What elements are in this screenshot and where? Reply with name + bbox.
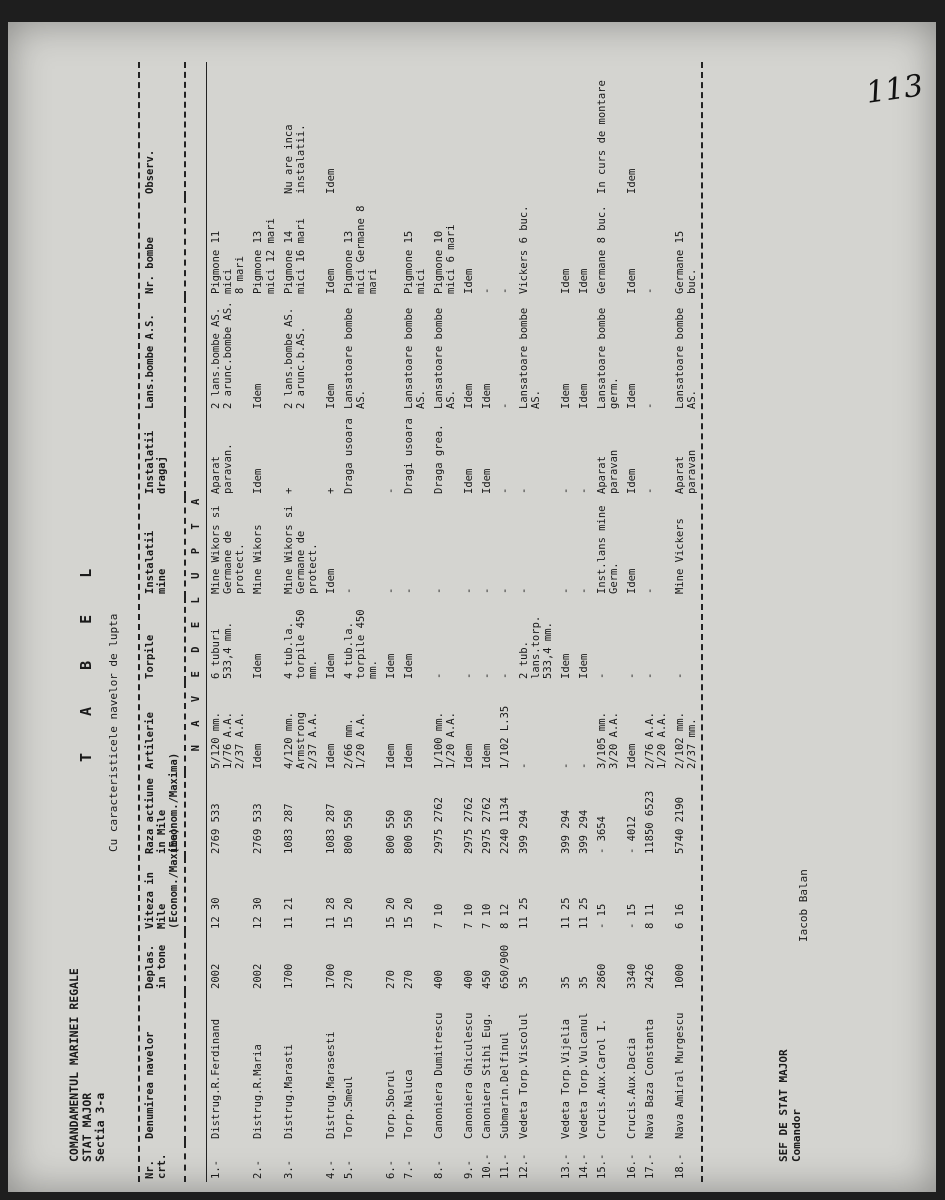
cell-nr: 14.- <box>577 1153 590 1179</box>
cell-speed: 11 25 <box>517 897 530 929</box>
cell-range: 2975 2762 <box>481 797 494 854</box>
cell-nr: 12.- <box>517 1153 530 1179</box>
cell-bombs: Pigmone 15 mici <box>403 230 428 294</box>
cell-obs <box>400 62 430 197</box>
cell-mines: Inst.lans mine Germ. <box>595 505 620 594</box>
cell-depl: 270 <box>403 970 416 989</box>
cell-art: 5/120 mm. 1/76 A.A. 2/37 A.A. <box>210 712 247 769</box>
table-row <box>280 62 322 1182</box>
rotated-table-page <box>68 62 828 1182</box>
cell-art: 2/102 mm. 2/37 mm. <box>674 712 699 769</box>
table-row <box>496 62 514 1182</box>
cell-range: 2975 2762 <box>463 797 476 854</box>
table-row <box>400 62 430 1182</box>
cell-range: 5740 2190 <box>674 797 687 854</box>
table-header-row <box>140 62 185 1182</box>
cell-drag: - <box>517 487 530 494</box>
cell-nr: 4.- <box>324 1160 337 1179</box>
table-row <box>340 62 382 1182</box>
cell-range: - 4012 <box>625 816 638 854</box>
cell-mines: - <box>499 587 512 594</box>
institution-line: STAT MAJOR <box>80 1092 95 1162</box>
cell-speed: 7 10 <box>481 903 494 929</box>
cell-bombs: Idem <box>625 268 638 294</box>
table-row <box>249 62 279 1182</box>
cell-depl: 400 <box>463 970 476 989</box>
cell-lans: 2 lans.bombe AS. 2 arunc.bombe AS. <box>210 301 235 409</box>
cell-obs <box>207 62 250 197</box>
cell-obs <box>671 62 701 197</box>
table-row <box>460 62 478 1182</box>
cell-mines: - <box>559 587 572 594</box>
cell-name: Distrug.Marasti <box>282 1044 295 1139</box>
column-header: Torpile <box>140 597 185 682</box>
cell-range: - 3654 <box>595 816 608 854</box>
cell-lans: Idem <box>559 383 572 409</box>
cell-depl: 3340 <box>625 963 638 989</box>
cell-range: 399 294 <box>577 809 590 854</box>
cell-torp: Idem <box>559 653 572 679</box>
cell-depl: 450 <box>481 970 494 989</box>
cell-art: 1/102 L.35 <box>499 705 512 769</box>
table-row <box>623 62 641 1182</box>
cell-lans: Lansatoare bombe AS. <box>433 307 458 409</box>
cell-range: 11850 6523 <box>644 790 656 854</box>
cell-lans <box>382 297 400 412</box>
cell-bombs: Germane 8 buc. <box>595 205 608 294</box>
column-header: Instalatii dragaj <box>140 412 185 497</box>
cell-mines: - <box>342 587 355 594</box>
cell-bombs: - <box>644 287 656 294</box>
cell-depl: 270 <box>385 970 397 989</box>
cell-art: 3/105 mm. 3/20 A.A. <box>595 712 620 769</box>
cell-drag: - <box>499 487 512 494</box>
cell-bombs: - <box>499 287 512 294</box>
cell-obs: Nu are inca instalatii. <box>282 124 307 194</box>
cell-depl: 2002 <box>252 963 265 989</box>
table-row <box>207 62 250 1182</box>
cell-torp: - <box>481 672 494 679</box>
cell-speed: 7 10 <box>463 903 476 929</box>
cell-nr: 10.- <box>481 1153 494 1179</box>
cell-bombs: Pigmone 13 mici Germane 8 mari <box>342 205 379 294</box>
cell-obs <box>575 62 593 197</box>
cell-torp: - <box>625 672 638 679</box>
cell-nr: 17.- <box>644 1153 656 1179</box>
cell-bombs: Vickers 6 buc. <box>517 205 530 294</box>
cell-art: Idem <box>481 743 494 769</box>
cell-bombs: Pigmone 11 mici 8 mari <box>210 230 247 294</box>
cell-drag: Draga usoara <box>342 418 355 494</box>
institution-line: Sectia 3-a <box>93 1092 108 1162</box>
column-header: Lans.bombe A.S. <box>140 297 185 412</box>
cell-art: - <box>577 762 590 769</box>
cell-name: Nava Amiral Murgescu <box>674 1012 687 1139</box>
signatory-role: SEF DE STAT MAJOR <box>777 1049 790 1162</box>
table-row <box>382 62 400 1182</box>
cell-range: 2769 533 <box>252 803 265 854</box>
table-row <box>575 62 593 1182</box>
cell-obs <box>515 62 557 197</box>
cell-art: Idem <box>625 743 638 769</box>
column-header: Raza actiune in Mile (Econom./Maxima) <box>140 772 185 857</box>
table-row <box>671 62 701 1182</box>
cell-torp: - <box>433 672 446 679</box>
cell-nr: 13.- <box>559 1153 572 1179</box>
cell-name: Torp.Smeul <box>342 1075 355 1139</box>
cell-nr: 15.- <box>595 1153 608 1179</box>
column-header: Observ. <box>140 62 185 197</box>
cell-obs <box>641 62 671 197</box>
cell-obs <box>557 62 575 197</box>
cell-mines: - <box>577 587 590 594</box>
cell-depl: 35 <box>517 976 530 989</box>
cell-mines: Mine Wikors <box>252 524 265 594</box>
cell-nr: 16.- <box>625 1153 638 1179</box>
cell-mines: Idem <box>324 568 337 594</box>
cell-torp: Idem <box>252 653 265 679</box>
cell-obs <box>249 62 279 197</box>
column-header: Nr. bombe <box>140 197 185 297</box>
cell-drag: Aparat paravan. <box>210 443 235 494</box>
table-row <box>515 62 557 1182</box>
cell-drag: - <box>644 487 656 494</box>
cell-bombs: - <box>481 287 494 294</box>
cell-torp: Idem <box>577 653 590 679</box>
section-row <box>185 62 207 1182</box>
cell-art: - <box>559 762 572 769</box>
cell-range: 800 550 <box>385 809 397 854</box>
cell-nr: 7.- <box>403 1160 416 1179</box>
cell-lans: Lansatoare bombe AS. <box>403 307 428 409</box>
cell-name: Nava Baza Constanta <box>644 1018 656 1139</box>
cell-art: 1/100 mm. 1/20 A.A. <box>433 712 458 769</box>
cell-mines: - <box>644 587 656 594</box>
cell-depl: 2426 <box>644 963 656 989</box>
table-row <box>557 62 575 1182</box>
cell-drag: - <box>385 487 397 494</box>
cell-art: Idem <box>385 743 397 769</box>
cell-bombs: Germane 15 buc. <box>674 230 699 294</box>
cell-range: 2240 1134 <box>499 797 512 854</box>
cell-bombs: Pigmone 10 mici 6 mari <box>433 224 458 294</box>
cell-drag: - <box>559 487 572 494</box>
cell-speed: 8 12 <box>499 903 512 929</box>
signatory-rank: Comandor <box>789 1109 803 1162</box>
cell-lans: Lansatoare bombe germ. <box>595 307 620 409</box>
cell-drag: Idem <box>625 468 638 494</box>
cell-speed: - 15 <box>625 903 638 929</box>
cell-drag: Aparat paravan <box>595 449 620 494</box>
cell-lans: Idem <box>577 383 590 409</box>
cell-torp: 2 tub. lans.torp. 533,4 mm. <box>517 615 554 679</box>
cell-range: 1083 287 <box>282 803 295 854</box>
table-row <box>478 62 496 1182</box>
cell-name: Torp.Sborul <box>385 1069 397 1139</box>
cell-range: 1083 287 <box>324 803 337 854</box>
cell-name: Vedeta Torp.Viscolul <box>517 1012 530 1139</box>
cell-art: Idem <box>463 743 476 769</box>
cell-speed: 11 21 <box>282 897 295 929</box>
cell-lans: Lansatoare bombe AS. <box>517 307 542 409</box>
cell-depl: 35 <box>559 976 572 989</box>
cell-torp: - <box>463 672 476 679</box>
cell-drag: - <box>577 487 590 494</box>
cell-bombs: Idem <box>324 268 337 294</box>
cell-art: 4/120 mm. Armstrong 2/37 A.A. <box>282 712 319 769</box>
cell-depl: 1000 <box>674 963 687 989</box>
cell-name: Crucis.Aux.Carol I. <box>595 1018 608 1139</box>
cell-nr: 3.- <box>282 1160 295 1179</box>
cell-lans: Idem <box>625 383 638 409</box>
column-header: Artilerie <box>140 682 185 772</box>
cell-art: 2/76 A.A. 1/20 A.A. <box>644 712 669 769</box>
table-body <box>185 62 701 1182</box>
cell-depl: 650/900 <box>499 944 512 989</box>
cell-obs: Idem <box>625 168 638 194</box>
cell-range: 399 294 <box>559 809 572 854</box>
cell-mines: Mine Vickers <box>674 518 687 594</box>
cell-mines: Mine Wikors si Germane de protect. <box>282 505 319 594</box>
column-header: Instalatii mine <box>140 497 185 597</box>
cell-nr: 11.- <box>499 1153 512 1179</box>
cell-speed: 15 20 <box>403 897 416 929</box>
cell-name: Distrug.Marasesti <box>324 1031 337 1139</box>
cell-torp: Idem <box>324 653 337 679</box>
cell-drag: Idem <box>252 468 265 494</box>
signatory-name: Iacob Balan <box>797 869 810 942</box>
cell-lans: 2 lans.bombe AS. 2 arunc.b.AS. <box>282 307 307 409</box>
cell-lans: Lansatoare bombe AS. <box>674 307 699 409</box>
cell-depl: 1700 <box>324 963 337 989</box>
cell-depl: 400 <box>433 970 446 989</box>
cell-name: Distrug.R.Ferdinand <box>210 1018 223 1139</box>
cell-obs <box>478 62 496 197</box>
cell-nr: 2.- <box>252 1160 265 1179</box>
cell-depl: 35 <box>577 976 590 989</box>
cell-obs <box>430 62 460 197</box>
cell-speed: 11 28 <box>324 897 337 929</box>
cell-drag: Idem <box>463 468 476 494</box>
section-label: N A V E D E L U P T A <box>185 62 207 1182</box>
cell-speed: 15 20 <box>342 897 355 929</box>
cell-obs: In curs de montare <box>595 80 608 194</box>
cell-obs <box>496 62 514 197</box>
page-number: 113 <box>863 68 926 111</box>
cell-art: - <box>517 762 530 769</box>
cell-nr: 9.- <box>463 1160 476 1179</box>
ship-table <box>138 62 703 1182</box>
institution-header <box>68 902 108 1162</box>
cell-lans: Idem <box>463 383 476 409</box>
table-row <box>593 62 623 1182</box>
cell-torp: 6 tuburi 533,4 mm. <box>210 622 235 679</box>
cell-lans: Idem <box>252 383 265 409</box>
cell-drag: Idem <box>481 468 494 494</box>
cell-mines: - <box>385 587 397 594</box>
cell-nr: 8.- <box>433 1160 446 1179</box>
table-row <box>322 62 340 1182</box>
cell-name: Canoniera Dumitrescu <box>433 1012 446 1139</box>
cell-mines: Mine Wikors si Germane de protect. <box>210 505 247 594</box>
cell-art: Idem <box>403 743 416 769</box>
column-header: Deplas. in tone <box>140 932 185 992</box>
cell-speed: 11 25 <box>577 897 590 929</box>
document-sheet <box>8 22 936 1192</box>
cell-lans: Lansatoare bombe AS. <box>342 307 367 409</box>
cell-torp: 4 tub.la. torpile 450 mm. <box>282 609 319 679</box>
cell-obs <box>340 62 382 197</box>
cell-torp: Idem <box>403 653 416 679</box>
cell-lans: Idem <box>324 383 337 409</box>
cell-drag: + <box>282 487 295 494</box>
cell-torp: - <box>644 672 656 679</box>
cell-art: Idem <box>324 743 337 769</box>
table-row <box>430 62 460 1182</box>
cell-bombs: Pigmone 14 mici 16 mari <box>282 218 307 294</box>
cell-name: Canoniera Stihi Eug. <box>481 1012 494 1139</box>
cell-mines: - <box>403 587 416 594</box>
document-subtitle: Cu caracteristicele navelor de lupta <box>107 613 120 852</box>
cell-speed: - 15 <box>595 903 608 929</box>
cell-torp: - <box>674 672 687 679</box>
cell-drag: + <box>324 487 337 494</box>
cell-range: 2975 2762 <box>433 797 446 854</box>
cell-drag: Draga grea. <box>433 424 446 494</box>
cell-torp: - <box>595 672 608 679</box>
cell-mines: Idem <box>625 568 638 594</box>
cell-bombs: Idem <box>559 268 572 294</box>
cell-speed: 8 11 <box>644 903 656 929</box>
table-row <box>641 62 671 1182</box>
column-header: Nr. crt. <box>140 1142 185 1182</box>
cell-name: Distrug.R.Maria <box>252 1044 265 1139</box>
cell-name: Canoniera Ghiculescu <box>463 1012 476 1139</box>
cell-nr: 6.- <box>385 1160 397 1179</box>
signature-role <box>778 1049 803 1162</box>
cell-speed: 11 25 <box>559 897 572 929</box>
cell-nr: 5.- <box>342 1160 355 1179</box>
cell-speed: 12 30 <box>252 897 265 929</box>
column-header: Viteza in Mile (Econom./Maxima) <box>140 857 185 932</box>
column-header: Denumirea navelor <box>140 992 185 1142</box>
cell-torp: - <box>499 672 512 679</box>
cell-art: 2/66 mm. 1/20 A.A. <box>342 712 367 769</box>
cell-torp: Idem <box>385 653 397 679</box>
cell-range: 800 550 <box>403 809 416 854</box>
cell-name: Vedeta Torp.Vijelia <box>559 1018 572 1139</box>
cell-bombs: Pigmone 13 mici 12 mari <box>252 218 277 294</box>
cell-obs <box>382 62 400 197</box>
cell-nr: 1.- <box>210 1160 223 1179</box>
cell-mines: - <box>517 587 530 594</box>
cell-name: Crucis.Aux.Dacia <box>625 1037 638 1139</box>
cell-depl: 270 <box>342 970 355 989</box>
cell-mines: - <box>463 587 476 594</box>
cell-art: Idem <box>252 743 265 769</box>
cell-range: 800 550 <box>342 809 355 854</box>
cell-mines: - <box>433 587 446 594</box>
cell-obs: Idem <box>324 168 337 194</box>
cell-depl: 1700 <box>282 963 295 989</box>
cell-name: Torp.Naluca <box>403 1069 416 1139</box>
cell-lans: - <box>499 402 512 409</box>
cell-speed: 15 20 <box>385 897 397 929</box>
cell-depl: 2002 <box>210 963 223 989</box>
cell-lans: - <box>644 402 656 409</box>
cell-obs <box>460 62 478 197</box>
cell-bombs <box>382 197 400 297</box>
cell-drag: Dragi usoara <box>403 418 416 494</box>
cell-drag: Aparat paravan <box>674 449 699 494</box>
cell-lans: Idem <box>481 383 494 409</box>
cell-torp: 4 tub.la. torpile 450 mm. <box>342 609 379 679</box>
cell-mines: - <box>481 587 494 594</box>
cell-depl: 2860 <box>595 963 608 989</box>
cell-speed: 6 16 <box>674 903 687 929</box>
cell-bombs: Idem <box>463 268 476 294</box>
cell-bombs: Idem <box>577 268 590 294</box>
cell-range: 399 294 <box>517 809 530 854</box>
cell-name: Submarin.Delfinul <box>499 1031 512 1139</box>
cell-name: Vedeta Torp.Vulcanul <box>577 1012 590 1139</box>
cell-nr: 18.- <box>674 1153 687 1179</box>
cell-speed: 7 10 <box>433 903 446 929</box>
cell-speed: 12 30 <box>210 897 223 929</box>
institution-line: COMANDAMENTUL MARINEI REGALE <box>67 968 81 1162</box>
cell-range: 2769 533 <box>210 803 223 854</box>
document-title: T A B E L <box>77 554 95 762</box>
